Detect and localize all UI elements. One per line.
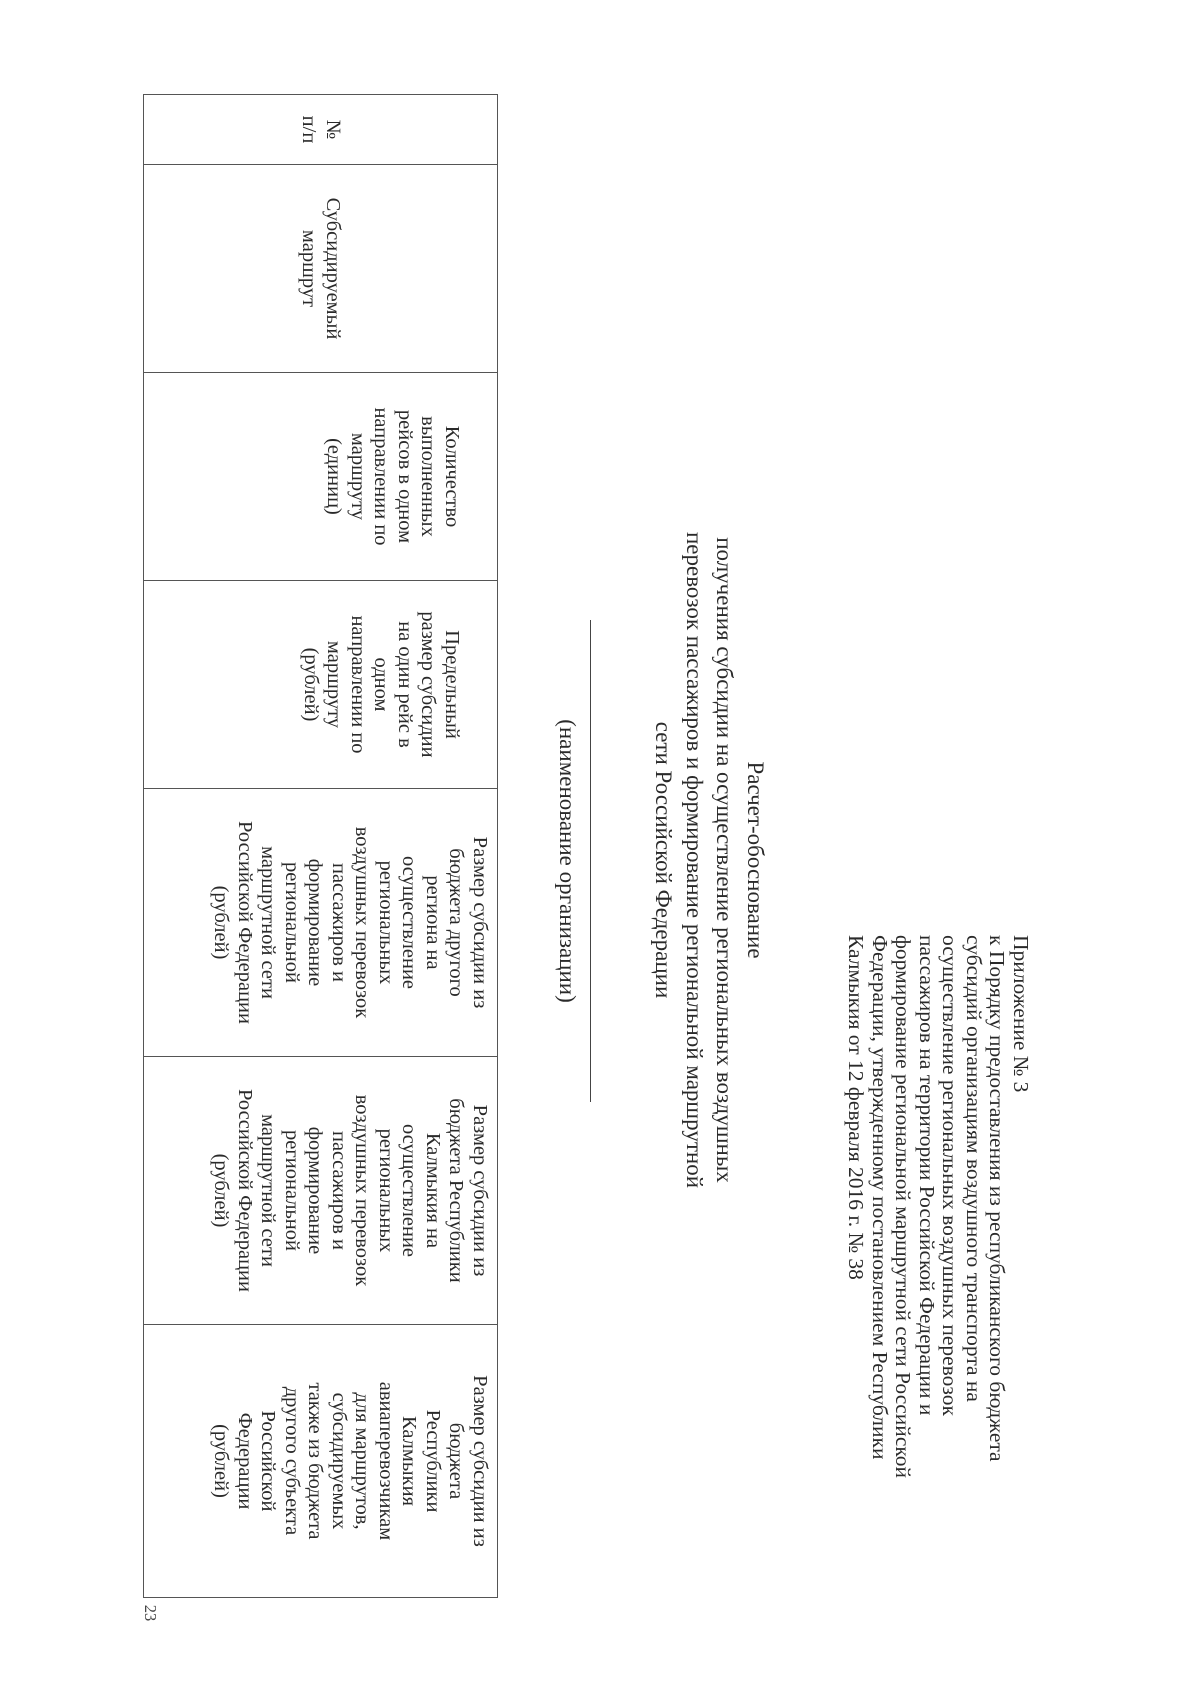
column-header-flights-count [144,373,498,581]
appendix-line: субсидий организациям воздушного транспорта на [962,935,986,1402]
document-subtitle-line: получения субсидии на осуществление региональных воздушных [712,537,738,1183]
column-header-flights-count-label: Количество выполненных рейсов в одном направлении по маршруту (единиц) [323,407,463,546]
appendix-line: к Порядку предоставления из республиканского бюджета [985,935,1010,1462]
column-header-kalmykia-subsidy [144,1057,498,1325]
column-header-other-region-subsidy [144,789,498,1057]
column-header-kalmykia-subsidy-label: Размер субсидии из бюджета Республики Калмыкия на осуществление региональных воздушных перевозок пассажиров и формирование региональной маршрутной сети Российской Федерации (рублей) [210,1089,491,1292]
document-subtitle-line: сети Российской Федерации [651,721,677,999]
column-header-number [144,95,498,165]
appendix-line: формирование региональной маршрутной сети Российской [891,935,916,1478]
document-title: Расчет-обоснование [743,761,768,959]
appendix-line: Федерации, утвержденному постановлением Республики [868,935,892,1460]
organization-name-caption: (наименование организации) [555,719,580,1003]
appendix-line: Приложение № 3 [1009,935,1033,1093]
column-header-route-label: Субсидируемый маршрут [298,197,344,340]
document-subtitle-line: перевозок пассажиров и формирование региональной маршрутной [682,531,707,1189]
appendix-line: осуществление региональных воздушных перевозок [938,935,963,1416]
column-header-number-label: № п/п [298,115,344,144]
page-number: 23 [141,1604,160,1622]
organization-name-line [590,620,591,1102]
appendix-line: Калмыкия от 12 февраля 2016 г. № 38 [844,935,869,1280]
appendix-header [844,935,1032,1565]
column-header-route [144,165,498,373]
appendix-line: пассажиров на территории Российской Федерации и [915,935,939,1416]
document-title-block [648,450,770,1270]
table-header-row [144,95,498,1598]
column-header-subsidy-limit-label: Предельный размер субсидии на один рейс в одном направлении по маршруту (рублей) [300,611,463,758]
column-header-other-region-subsidy-label: Размер субсидии из бюджета другого региона на осуществление региональных воздушных перевозок пассажиров и формирование региональной маршрутной сети Российской Федерации (рублей) [210,821,491,1024]
column-header-subsidy-limit [144,581,498,789]
subsidy-calculation-table [143,94,498,1598]
column-header-co-subsidized-routes-label: Размер субсидии из бюджета Республики Калмыкия авиаперевозчикам для маршрутов, субсидируемых также из бюджета другого субъекта Российской Федерации (рублей) [210,1375,491,1547]
column-header-co-subsidized-routes [144,1325,498,1598]
